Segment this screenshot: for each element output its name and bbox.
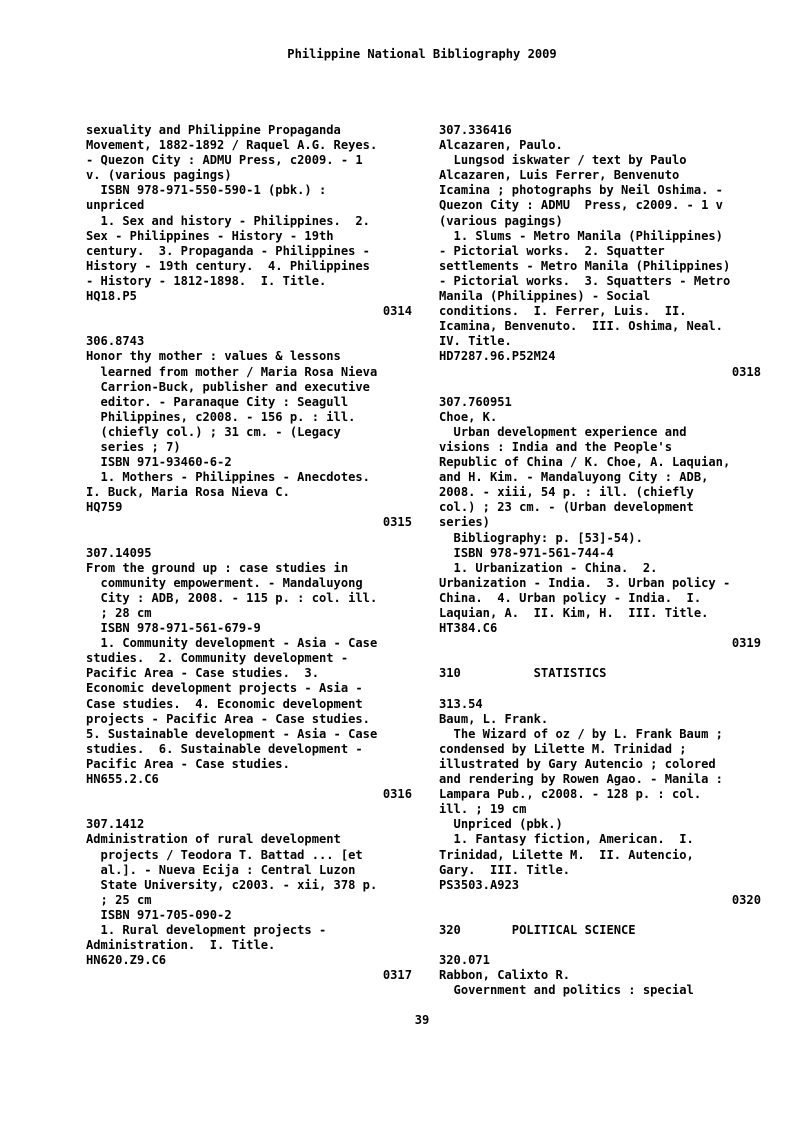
text-line: Trinidad, Lilette M. II. Autencio, (439, 847, 694, 862)
text-line: Unpriced (pbk.) (439, 817, 563, 832)
text-line: visions : India and the People's (439, 439, 672, 454)
text-line: Movement, 1882-1892 / Raquel A.G. Reyes. (86, 138, 378, 153)
text-line (439, 681, 761, 696)
text-line: Sex - Philippines - History - 19th (86, 228, 334, 243)
text-line: HQ759 (86, 500, 123, 515)
text-line: projects - Pacific Area - Case studies. (86, 711, 370, 726)
text-line: - History - 1812-1898. I. Title. (86, 273, 327, 288)
text-line: Alcazaren, Paulo. (439, 138, 563, 153)
text-line: Icamina, Benvenuto. III. Oshima, Neal. (439, 319, 723, 334)
entry-number: 0318 (731, 364, 761, 379)
text-line (86, 319, 412, 334)
text-line: studies. 2. Community development - (86, 651, 349, 666)
text-line: editor. - Paranaque City : Seagull (86, 394, 349, 409)
text-line: Republic of China / K. Choe, A. Laquian, (439, 455, 731, 470)
text-line: State University, c2003. - xii, 378 p. (86, 877, 378, 892)
text-line: Alcazaren, Luis Ferrer, Benvenuto (439, 168, 680, 183)
text-line (439, 938, 761, 953)
text-line: sexuality and Philippine Propaganda (86, 123, 341, 137)
text-line: HQ18.P5 (86, 289, 137, 304)
text-line: HT384.C6 (439, 621, 498, 636)
text-line: series ; 7) (86, 439, 181, 454)
text-line (439, 651, 761, 666)
text-line: Lampara Pub., c2008. - 128 p. : col. (439, 787, 702, 802)
text-line: Urbanization - India. 3. Urban policy - (439, 575, 731, 590)
text-line: - Pictorial works. 3. Squatters - Metro (439, 273, 731, 288)
text-line: PS3503.A923 (439, 877, 520, 892)
text-line: Icamina ; photographs by Neil Oshima. - (439, 183, 723, 198)
text-line: Administration. I. Title. (86, 938, 276, 953)
text-line: HN620.Z9.C6 (86, 953, 167, 968)
text-line: Urban development experience and (439, 424, 687, 439)
text-line: ISBN 971-705-090-2 (86, 907, 232, 922)
text-line (439, 908, 761, 923)
text-line: studies. 6. Sustainable development - (86, 741, 363, 756)
entry-number: 0319 (731, 636, 761, 651)
text-line: Philippines, c2008. - 156 p. : ill. (86, 409, 356, 424)
entry-number: 0316 (382, 787, 412, 802)
text-line: Rabbon, Calixto R. (439, 968, 571, 983)
text-line (86, 802, 412, 817)
text-line: 2008. - xiii, 54 p. : ill. (chiefly (439, 485, 694, 500)
text-line: al.]. - Nueva Ecija : Central Luzon (86, 862, 356, 877)
text-line: Economic development projects - Asia - (86, 681, 363, 696)
text-line: 1. Sex and history - Philippines. 2. (86, 213, 370, 228)
text-line: History - 19th century. 4. Philippines (86, 258, 370, 273)
text-line: 1. Rural development projects - (86, 922, 327, 937)
text-line: Lungsod iskwater / text by Paulo (439, 153, 687, 168)
text-line: Gary. III. Title. (439, 862, 571, 877)
text-line: and H. Kim. - Mandaluyong City : ADB, (439, 470, 709, 485)
text-line: and rendering by Rowen Agao. - Manila : (439, 772, 723, 787)
entry-number: 0320 (731, 892, 761, 907)
text-line: The Wizard of oz / by L. Frank Baum ; (439, 726, 723, 741)
text-line: ; 28 cm (86, 606, 152, 620)
text-line: Bibliography: p. [53]-54). (439, 530, 643, 545)
text-line: Choe, K. (439, 409, 498, 424)
text-line: learned from mother / Maria Rosa Nieva (86, 364, 378, 379)
text-line: Carrion-Buck, publisher and executive (86, 379, 370, 394)
text-line: China. 4. Urban policy - India. I. (439, 590, 702, 605)
text-line: 1. Slums - Metro Manila (Philippines) (439, 228, 723, 243)
page-header: Philippine National Bibliography 2009 (287, 47, 557, 61)
text-line: I. Buck, Maria Rosa Nieva C. (86, 485, 290, 500)
text-line: From the ground up : case studies in (86, 560, 349, 575)
text-line: ill. ; 19 cm (439, 802, 527, 817)
text-line: unpriced (86, 198, 145, 213)
text-line: City : ADB, 2008. - 115 p. : col. ill. (86, 590, 378, 605)
text-line: 5. Sustainable development - Asia - Case (86, 726, 378, 741)
entry-number: 0315 (382, 515, 412, 530)
text-line: 307.1412 (86, 817, 145, 832)
text-line: 1. Fantasy fiction, American. I. (439, 832, 694, 847)
text-line: community empowerment. - Mandaluyong (86, 575, 363, 590)
text-line: conditions. I. Ferrer, Luis. II. (439, 304, 687, 319)
text-line: HN655.2.C6 (86, 772, 159, 787)
text-line: 320.071 (439, 953, 490, 968)
text-line: 307.14095 (86, 545, 152, 560)
text-line: projects / Teodora T. Battad ... [et (86, 847, 363, 862)
text-line (86, 531, 412, 546)
text-line: 1. Community development - Asia - Case (86, 636, 378, 651)
text-line: ISBN 978-971-561-744-4 (439, 545, 614, 560)
text-line: Laquian, A. II. Kim, H. III. Title. (439, 606, 709, 620)
text-line: 320 POLITICAL SCIENCE (439, 922, 636, 937)
right-column (439, 123, 761, 998)
text-line: ISBN 978-971-561-679-9 (86, 621, 261, 636)
text-line: (chiefly col.) ; 31 cm. - (Legacy (86, 424, 341, 439)
page-number: 39 (414, 1013, 430, 1027)
text-line: Manila (Philippines) - Social (439, 289, 651, 304)
text-line: settlements - Metro Manila (Philippines) (439, 258, 731, 273)
text-line: century. 3. Propaganda - Philippines - (86, 243, 370, 258)
text-line: 306.8743 (86, 334, 145, 349)
text-line: Case studies. 4. Economic development (86, 696, 363, 711)
text-line: - Pictorial works. 2. Squatter (439, 243, 665, 258)
text-line: Baum, L. Frank. (439, 711, 549, 726)
text-line: series) (439, 515, 490, 530)
text-line: HD7287.96.P52M24 (439, 349, 556, 364)
text-line: - Quezon City : ADMU Press, c2009. - 1 (86, 153, 363, 168)
entry-number: 0314 (382, 304, 412, 319)
text-line: 1. Urbanization - China. 2. (439, 560, 658, 575)
text-line: ; 25 cm (86, 892, 152, 907)
text-line: ISBN 971-93460-6-2 (86, 455, 232, 470)
text-line: col.) ; 23 cm. - (Urban development (439, 500, 694, 515)
text-line: condensed by Lilette M. Trinidad ; (439, 741, 687, 756)
text-line: ISBN 978-971-550-590-1 (pbk.) : (86, 183, 327, 198)
text-line (439, 380, 761, 395)
text-line: 307.336416 (439, 123, 512, 137)
text-line: 310 STATISTICS (439, 666, 607, 681)
text-line: Administration of rural development (86, 832, 341, 847)
left-column (86, 123, 412, 983)
text-line: illustrated by Gary Autencio ; colored (439, 756, 716, 771)
text-line: 307.760951 (439, 394, 512, 409)
text-line: Quezon City : ADMU Press, c2009. - 1 v (439, 198, 723, 213)
text-line: (various pagings) (439, 213, 563, 228)
entry-number: 0317 (382, 968, 412, 983)
text-line: Honor thy mother : values & lessons (86, 349, 341, 364)
text-line: Pacific Area - Case studies. (86, 756, 290, 771)
text-line: 313.54 (439, 696, 483, 711)
text-line: Government and politics : special (439, 983, 694, 998)
text-line: v. (various pagings) (86, 168, 232, 183)
text-line: Pacific Area - Case studies. 3. (86, 666, 319, 681)
text-line: IV. Title. (439, 334, 512, 349)
text-line: 1. Mothers - Philippines - Anecdotes. (86, 470, 370, 485)
